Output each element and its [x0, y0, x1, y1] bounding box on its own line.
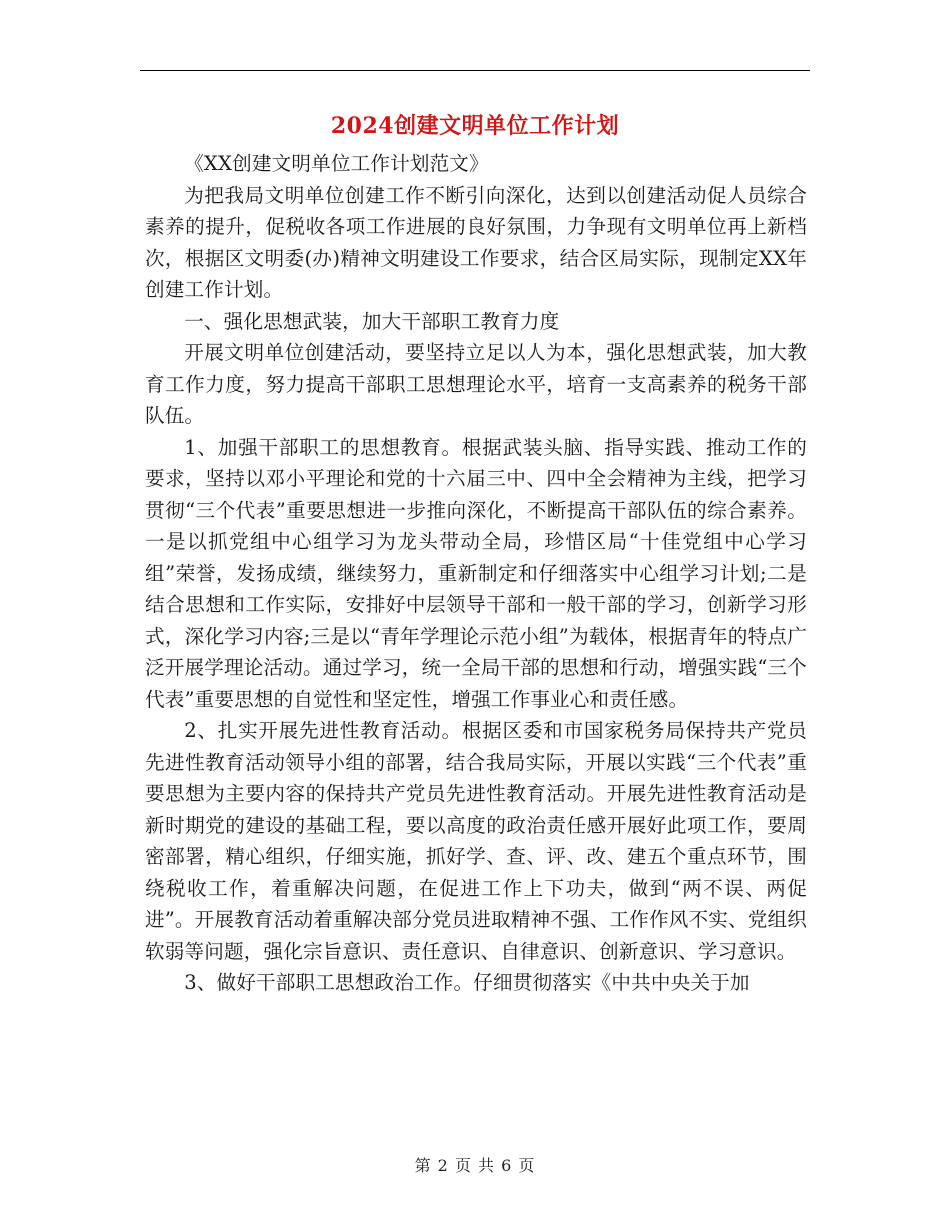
- paragraph-item-2: 2、扎实开展先进性教育活动。根据区委和市国家税务局保持共产党员先进性教育活动领导小组的部署，结合我局实际，开展以实践“三个代表”重要思想为主要内容的保持共产党员先进性教育活动。开展先进性教育活动是新时期党的建设的基础工程，要以高度的政治责任感开展好此项工作，要周密部署，精心组织，仔细实施，抓好学、查、评、改、建五个重点环节，围绕税收工作，着重解决问题，在促进工作上下功夫，做到“两不误、两促进”。开展教育活动着重解决部分党员进取精神不强、工作作风不实、党组织软弱等问题，强化宗旨意识、责任意识、自律意识、创新意识、学习意识。: [145, 719, 807, 963]
- document-body: [145, 148, 807, 999]
- paragraph-section-1: 开展文明单位创建活动，要坚持立足以人为本，强化思想武装，加大教育工作力度，努力提高干部职工思想理论水平，培育一支高素养的税务干部队伍。: [145, 341, 807, 427]
- section-heading-1: 一、强化思想武装，加大干部职工教育力度: [184, 309, 560, 333]
- page-number-footer: 第 2 页 共 6 页: [414, 1156, 536, 1175]
- header-rule: [140, 70, 810, 71]
- document-title: 2024创建文明单位工作计划: [330, 113, 620, 139]
- paragraph-item-3: 3、做好干部职工思想政治工作。仔细贯彻落实《中共中央关于加: [184, 971, 750, 994]
- paragraph-intro: 为把我局文明单位创建工作不断引向深化，达到以创建活动促人员综合素养的提升，促税收各项工作进展的良好氛围，力争现有文明单位再上新档次，根据区文明委(办)精神文明建设工作要求，结合区局实际，现制定XX年创建工作计划。: [145, 183, 807, 301]
- paragraph-item-1: 1、加强干部职工的思想教育。根据武装头脑、指导实践、推动工作的要求，坚持以邓小平理论和党的十六届三中、四中全会精神为主线，把学习贯彻“三个代表”重要思想进一步推向深化，不断提高干部队伍的综合素养。一是以抓党组中心组学习为龙头带动全局，珍惜区局“十佳党组中心学习组”荣誉，发扬成绩，继续努力，重新制定和仔细落实中心组学习计划;二是结合思想和工作实际，安排好中层领导干部和一般干部的学习，创新学习形式，深化学习内容;三是以“青年学理论示范小组”为载体，根据青年的特点广泛开展学理论活动。通过学习，统一全局干部的思想和行动，增强实践“三个代表”重要思想的自觉性和坚定性，增强工作事业心和责任感。: [145, 435, 807, 711]
- paragraph-subtitle: 《XX创建文明单位工作计划范文》: [184, 152, 489, 175]
